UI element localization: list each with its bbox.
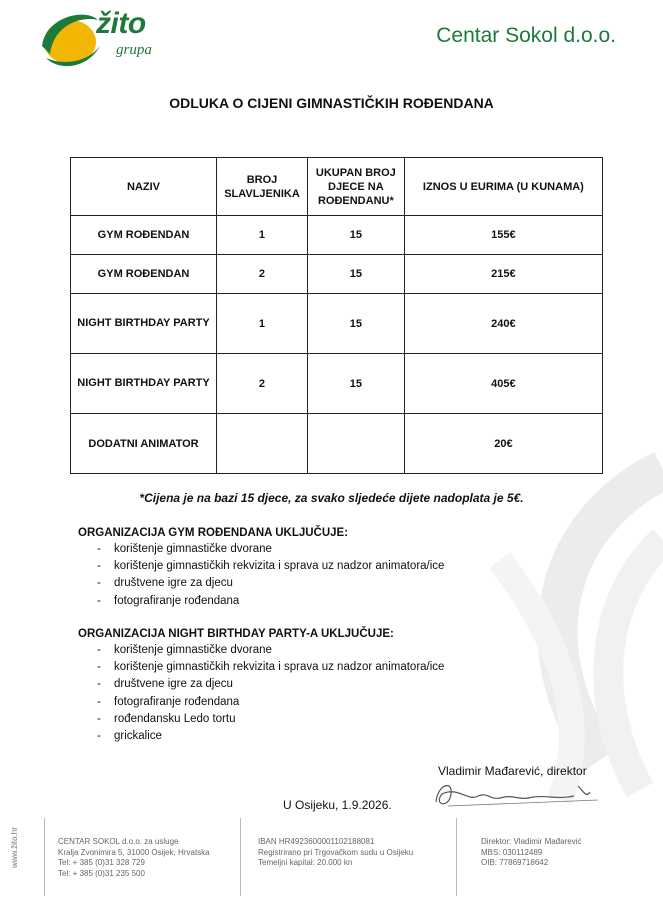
column-header: UKUPAN BROJ DJECE NA ROĐENDANU* <box>307 158 404 216</box>
table-cell: NIGHT BIRTHDAY PARTY <box>71 354 217 414</box>
footer-line: Kralja Zvonimira 5, 31000 Osijek, Hrvatska <box>58 847 210 857</box>
list-item: - korištenje gimnastičke dvorane <box>78 541 444 558</box>
handwritten-signature <box>428 772 608 812</box>
footer-line: Registrirano pri Trgovačkom sudu u Osijeku <box>258 847 414 857</box>
footer-line: MBS: 030112489 <box>481 847 543 857</box>
list-item: - rođendansku Ledo tortu <box>78 711 444 728</box>
footer-divider <box>456 818 457 896</box>
table-row <box>71 216 603 255</box>
footer-director-info <box>481 837 581 869</box>
table-cell: 15 <box>307 216 404 255</box>
logo-wordmark: žito <box>96 7 146 40</box>
section-heading: ORGANIZACIJA NIGHT BIRTHDAY PARTY-A UKLJUČUJE: <box>78 628 394 640</box>
inclusions-list <box>78 642 444 745</box>
table-cell: 2 <box>217 255 308 294</box>
table-cell: 2 <box>217 354 308 414</box>
list-item: - korištenje gimnastičkih rekvizita i sprava uz nadzor animatora/ice <box>78 659 444 676</box>
column-header: IZNOS U EURIMA (U KUNAMA) <box>404 158 602 216</box>
table-cell: 20€ <box>404 414 602 474</box>
table-cell: 215€ <box>404 255 602 294</box>
logo-subtext: grupa <box>116 42 152 58</box>
column-header: BROJ SLAVLJENIKA <box>217 158 308 216</box>
table-cell: GYM ROĐENDAN <box>71 255 217 294</box>
price-footnote: *Cijena je na bazi 15 djece, za svako sljedeće dijete nadoplata je 5€. <box>139 491 524 505</box>
list-item: - društvene igre za djecu <box>78 575 444 592</box>
table-cell: 405€ <box>404 354 602 414</box>
list-item: - društvene igre za djecu <box>78 676 444 693</box>
column-header: NAZIV <box>71 158 217 216</box>
inclusions-list <box>78 541 444 610</box>
table-cell: 155€ <box>404 216 602 255</box>
table-cell: 15 <box>307 294 404 354</box>
company-name: Centar Sokol d.o.o. <box>436 24 616 47</box>
table-row <box>71 414 603 474</box>
footer-line: Tel: + 385 (0)31 328 729 <box>58 858 145 867</box>
footer-line: CENTAR SOKOL d.o.o. za usluge <box>58 837 179 846</box>
table-cell: 1 <box>217 216 308 255</box>
table-cell: 15 <box>307 255 404 294</box>
footer-line: IBAN HR4923600001102188081 <box>258 837 375 846</box>
table-cell: 1 <box>217 294 308 354</box>
footer-bank-info <box>258 837 413 869</box>
table-cell: 15 <box>307 354 404 414</box>
table-cell: NIGHT BIRTHDAY PARTY <box>71 294 217 354</box>
footer-line: Temeljni kapital: 20.000 kn <box>258 858 353 867</box>
list-item: - fotografiranje rođendana <box>78 593 444 610</box>
footer-divider <box>44 818 45 896</box>
price-table <box>70 157 603 474</box>
place-and-date: U Osijeku, 1.9.2026. <box>283 798 392 812</box>
table-header-row <box>71 158 603 216</box>
footer-line: Direktor: Vladimir Mađarević <box>481 837 582 846</box>
table-cell: DODATNI ANIMATOR <box>71 414 217 474</box>
gym-inclusions-section <box>78 527 444 610</box>
table-row <box>71 294 603 354</box>
footer-line: OIB: 77869718642 <box>481 858 549 867</box>
table-cell: GYM ROĐENDAN <box>71 216 217 255</box>
footer-divider <box>240 818 241 896</box>
list-item: - fotografiranje rođendana <box>78 694 444 711</box>
table-row <box>71 354 603 414</box>
footer-company-info <box>58 837 210 879</box>
table-cell: 240€ <box>404 294 602 354</box>
list-item: - korištenje gimnastičke dvorane <box>78 642 444 659</box>
table-cell <box>307 414 404 474</box>
table-cell <box>217 414 308 474</box>
signer-name: Vladimir Mađarević, direktor <box>438 764 587 778</box>
section-heading: ORGANIZACIJA GYM ROĐENDANA UKLJUČUJE: <box>78 527 349 539</box>
list-item: - grickalice <box>78 728 444 745</box>
website-url: www.žito.hr <box>10 827 19 868</box>
footer-line: Tel: + 385 (0)31 235 500 <box>58 868 145 878</box>
list-item: - korištenje gimnastičkih rekvizita i sprava uz nadzor animatora/ice <box>78 558 444 575</box>
night-party-inclusions-section <box>78 628 444 745</box>
table-row <box>71 255 603 294</box>
document-title: ODLUKA O CIJENI GIMNASTIČKIH ROĐENDANA <box>169 95 494 111</box>
